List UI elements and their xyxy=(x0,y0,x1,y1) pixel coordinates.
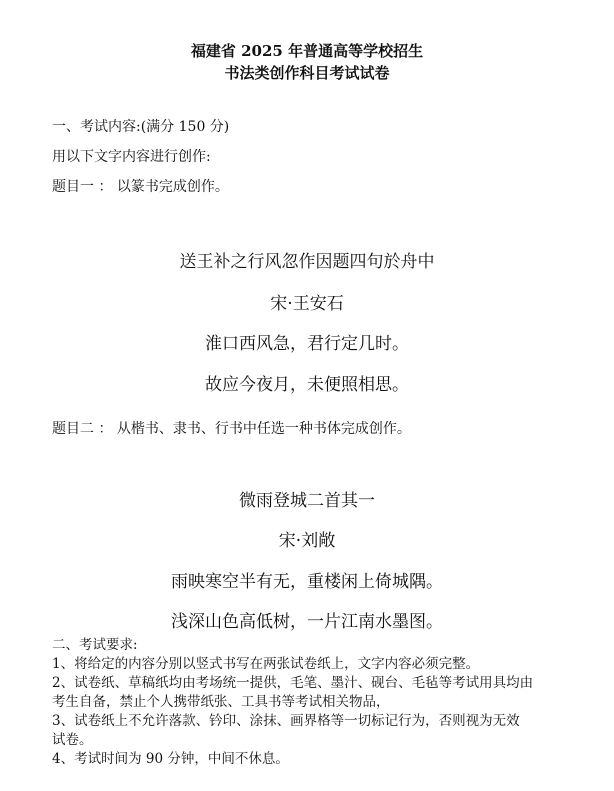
poem2-line2: 浅深山色高低树，一片江南水墨图。 xyxy=(171,612,443,632)
requirement-4: 4、考试时间为 90 分钟，中间不休息。 xyxy=(52,751,289,767)
page-title-line2: 书法类创作科目考试试卷 xyxy=(224,64,390,82)
requirement-2-line2: 考生自备，禁止个人携带纸张、工具书等考试相关物品， xyxy=(52,694,390,710)
poem1-title: 送王补之行风忽作因题四句於舟中 xyxy=(179,252,435,272)
requirement-3-line1: 3、试卷纸上不允许落款、钤印、涂抹、画界格等一切标记行为，否则视为无效 xyxy=(52,713,520,729)
section1-heading: 一、考试内容:(满分 150 分) xyxy=(52,119,230,135)
poem1-line2: 故应今夜月，未便照相思。 xyxy=(205,375,409,395)
requirement-1: 1、将给定的内容分别以竖式书写在两张试卷纸上，文字内容必须完整。 xyxy=(52,656,480,672)
poem1-author: 宋·王安石 xyxy=(270,294,344,314)
poem2-author: 宋·刘敞 xyxy=(278,531,336,551)
question1-prompt: 题目一 ： 以篆书完成创作。 xyxy=(52,179,229,195)
requirement-2-line1: 2、试卷纸、草稿纸均由考场统一提供，毛笔、墨汁、砚台、毛毡等考试用具均由 xyxy=(52,675,534,691)
requirement-3-line2: 试卷。 xyxy=(52,732,93,748)
poem1-line1: 淮口西风急，君行定几时。 xyxy=(205,334,409,354)
instruction-text: 用以下文字内容进行创作: xyxy=(52,149,211,165)
page-title-line1: 福建省 2025 年普通高等学校招生 xyxy=(190,42,424,60)
poem2-title: 微雨登城二首其一 xyxy=(239,491,375,511)
poem2-line1: 雨映寒空半有无，重楼闲上倚城隅。 xyxy=(171,572,443,592)
question2-prompt: 题目二 ： 从楷书、隶书、行书中任选一种书体完成创作。 xyxy=(52,421,411,437)
section2-heading: 二、考试要求: xyxy=(52,637,138,653)
